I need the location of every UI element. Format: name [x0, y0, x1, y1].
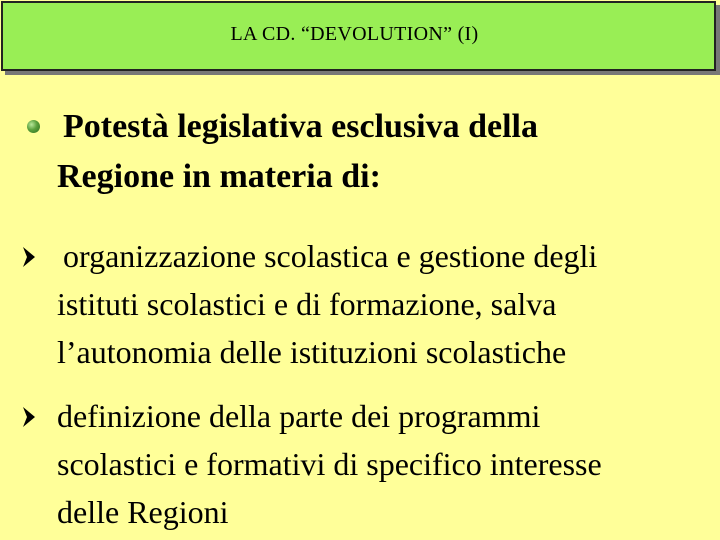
- list-item: [57, 232, 707, 376]
- list-item-line: l’autonomia delle istituzioni scolastiche: [57, 334, 567, 370]
- section-heading: [57, 102, 697, 202]
- title-box: [1, 1, 716, 71]
- heading-line-2: Regione in materia di:: [57, 158, 381, 195]
- list-item-line: istituti scolastici e di formazione, salva: [57, 286, 557, 322]
- list-item-line: delle Regioni: [57, 494, 229, 530]
- list-item: [57, 392, 707, 536]
- slide-title: LA CD. “DEVOLUTION” (I): [230, 22, 479, 45]
- list-item-line: scolastici e formativi di specifico interesse: [57, 446, 602, 482]
- list-item-line: definizione della parte dei programmi: [57, 398, 541, 434]
- green-dot-icon: [27, 120, 40, 133]
- list-item-line: organizzazione scolastica e gestione degli: [63, 238, 598, 274]
- arrowhead-icon: [22, 406, 36, 428]
- arrowhead-icon: [22, 246, 36, 268]
- heading-line-1: Potestà legislativa esclusiva della: [63, 108, 539, 145]
